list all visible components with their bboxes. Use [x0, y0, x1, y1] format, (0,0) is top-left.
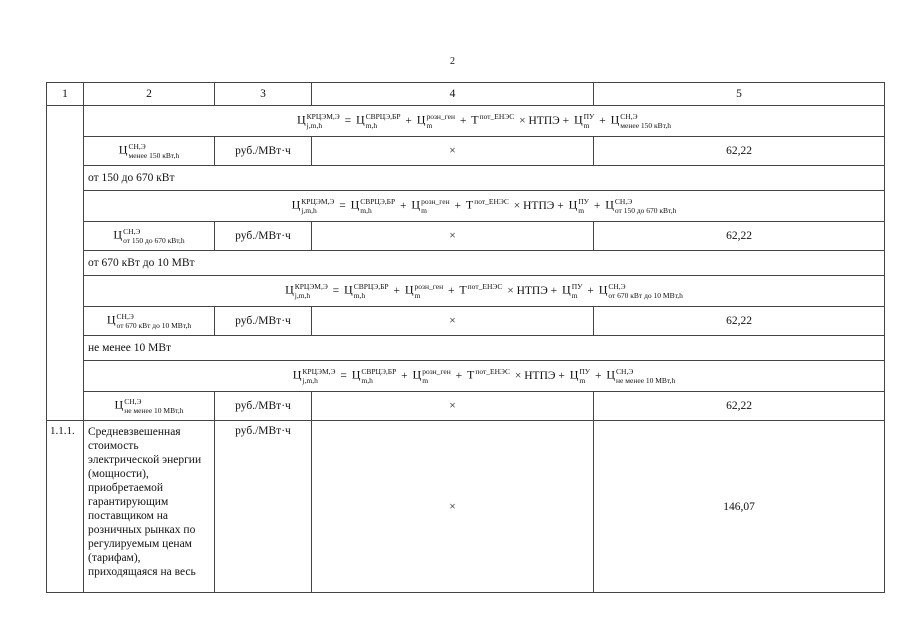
cross-cell: × [312, 392, 594, 421]
header-cell-2: 2 [84, 83, 215, 106]
symbol-cell [84, 137, 215, 166]
math-operator: + [452, 369, 465, 382]
math-operator: × НТПЭ + [516, 114, 572, 127]
formula-lhs: Ц КРЦЭМ,Э j,m,h [296, 112, 340, 130]
formula-term: Ц СВРЦЭ,БР m,h [351, 367, 397, 385]
math-operator: + [457, 114, 470, 127]
cross-cell: × [312, 307, 594, 336]
math-operator: + [451, 199, 464, 212]
math-operator: × НТПЭ + [510, 199, 567, 212]
rate-symbol: Ц СН,Э от 150 до 670 кВт,h [113, 227, 185, 245]
formula-term: Ц СВРЦЭ,БР m,h [355, 112, 401, 130]
table-row [47, 307, 885, 336]
formula-cell [84, 276, 885, 307]
symbol-cell [84, 222, 215, 251]
formula-term: Ц СВРЦЭ,БР m,h [350, 197, 396, 215]
cross-cell: × [312, 222, 594, 251]
math-operator: + [397, 199, 410, 212]
symbol-cell [84, 392, 215, 421]
unit-cell: руб./МВт·ч [215, 222, 312, 251]
unit-cell: руб./МВт·ч [215, 421, 312, 593]
unit-cell: руб./МВт·ч [215, 137, 312, 166]
formula-term: Ц СВРЦЭ,БР m,h [344, 282, 389, 300]
formula-row [47, 191, 885, 222]
table-row-1-1-1 [47, 421, 885, 593]
math-operator: + [398, 369, 411, 382]
formula-cell [84, 361, 885, 392]
unit-cell: руб./МВт·ч [215, 392, 312, 421]
item-number-cell-empty [47, 106, 84, 421]
table-row [47, 392, 885, 421]
symbol-cell [84, 307, 215, 336]
formula-lhs: Ц КРЦЭМ,Э j,m,h [292, 367, 336, 385]
value-cell: 62,22 [594, 392, 885, 421]
math-operator: + [390, 284, 403, 297]
formula-term: Ц СН,Э менее 150 кВт,h [610, 112, 672, 130]
table-row [47, 137, 885, 166]
math-operator: = [337, 369, 350, 382]
section-row [47, 336, 885, 361]
table-row [47, 222, 885, 251]
math-operator: + [402, 114, 415, 127]
section-row [47, 251, 885, 276]
formula-term: Ц розн_ген m [404, 282, 444, 300]
formula-term: Ц СН,Э не менее 10 МВт,h [606, 367, 676, 385]
formula-term: Т пот_ЕНЭС [465, 197, 509, 212]
formula-lhs: Ц КРЦЭМ,Э j,m,h [285, 282, 328, 300]
value-cell: 62,22 [594, 222, 885, 251]
rate-symbol: Ц СН,Э от 670 кВт до 10 МВт,h [106, 312, 192, 330]
formula-term: Ц розн_ген m [412, 367, 451, 385]
math-operator: + [596, 114, 609, 127]
rate-symbol: Ц СН,Э менее 150 кВт,h [118, 142, 180, 160]
unit-cell: руб./МВт·ч [215, 307, 312, 336]
section-label: не менее 10 МВт [84, 336, 885, 361]
header-cell-3: 3 [215, 83, 312, 106]
math-operator: + [584, 284, 597, 297]
formula-cell [84, 106, 885, 137]
formula-row [47, 276, 885, 307]
math-operator: = [336, 199, 349, 212]
math-operator: × НТПЭ + [512, 369, 568, 382]
formula-row [47, 361, 885, 392]
formula-term: Ц СН,Э от 150 до 670 кВт,h [605, 197, 677, 215]
item-number: 1.1.1. [47, 421, 84, 593]
formula-term: Т пот_ЕНЭС [471, 112, 515, 127]
math-operator: = [341, 114, 354, 127]
rate-symbol: Ц СН,Э не менее 10 МВт,h [114, 397, 184, 415]
formula-term: Ц ПУ m [562, 282, 583, 300]
math-operator: + [445, 284, 458, 297]
cross-cell: × [312, 421, 594, 593]
cross-cell: × [312, 137, 594, 166]
math-operator: × НТПЭ + [504, 284, 561, 297]
item-description: Средневзвешенная стоимость электрической энергии (мощности), приобретаемой гарантирующим поставщиком на розничных рынках по регулируемым ценам (тарифам), приходящаяся на весь [84, 421, 215, 593]
header-cell-4: 4 [312, 83, 594, 106]
math-operator: + [590, 199, 604, 212]
formula-term: Ц ПУ m [573, 112, 595, 130]
section-row [47, 166, 885, 191]
tariff-table [46, 82, 885, 593]
header-cell-1: 1 [47, 83, 84, 106]
formula-term: Т пот_ЕНЭС [467, 367, 510, 382]
math-operator: + [592, 369, 605, 382]
math-operator: = [329, 284, 343, 297]
value-cell: 146,07 [594, 421, 885, 593]
formula-term: Ц ПУ m [568, 197, 589, 215]
header-cell-5: 5 [594, 83, 885, 106]
value-cell: 62,22 [594, 307, 885, 336]
header-row [47, 83, 885, 106]
formula-term: Ц СН,Э от 670 кВт до 10 МВт,h [598, 282, 683, 300]
section-label: от 150 до 670 кВт [84, 166, 885, 191]
formula-term: Ц розн_ген m [416, 112, 455, 130]
formula-term: Ц ПУ m [569, 367, 591, 385]
value-cell: 62,22 [594, 137, 885, 166]
section-label: от 670 кВт до 10 МВт [84, 251, 885, 276]
formula-term: Ц розн_ген m [411, 197, 450, 215]
formula-lhs: Ц КРЦЭМ,Э j,m,h [291, 197, 335, 215]
page-number: 2 [450, 56, 455, 67]
formula-term: Т пот_ЕНЭС [459, 282, 503, 297]
formula-row [47, 106, 885, 137]
formula-cell [84, 191, 885, 222]
